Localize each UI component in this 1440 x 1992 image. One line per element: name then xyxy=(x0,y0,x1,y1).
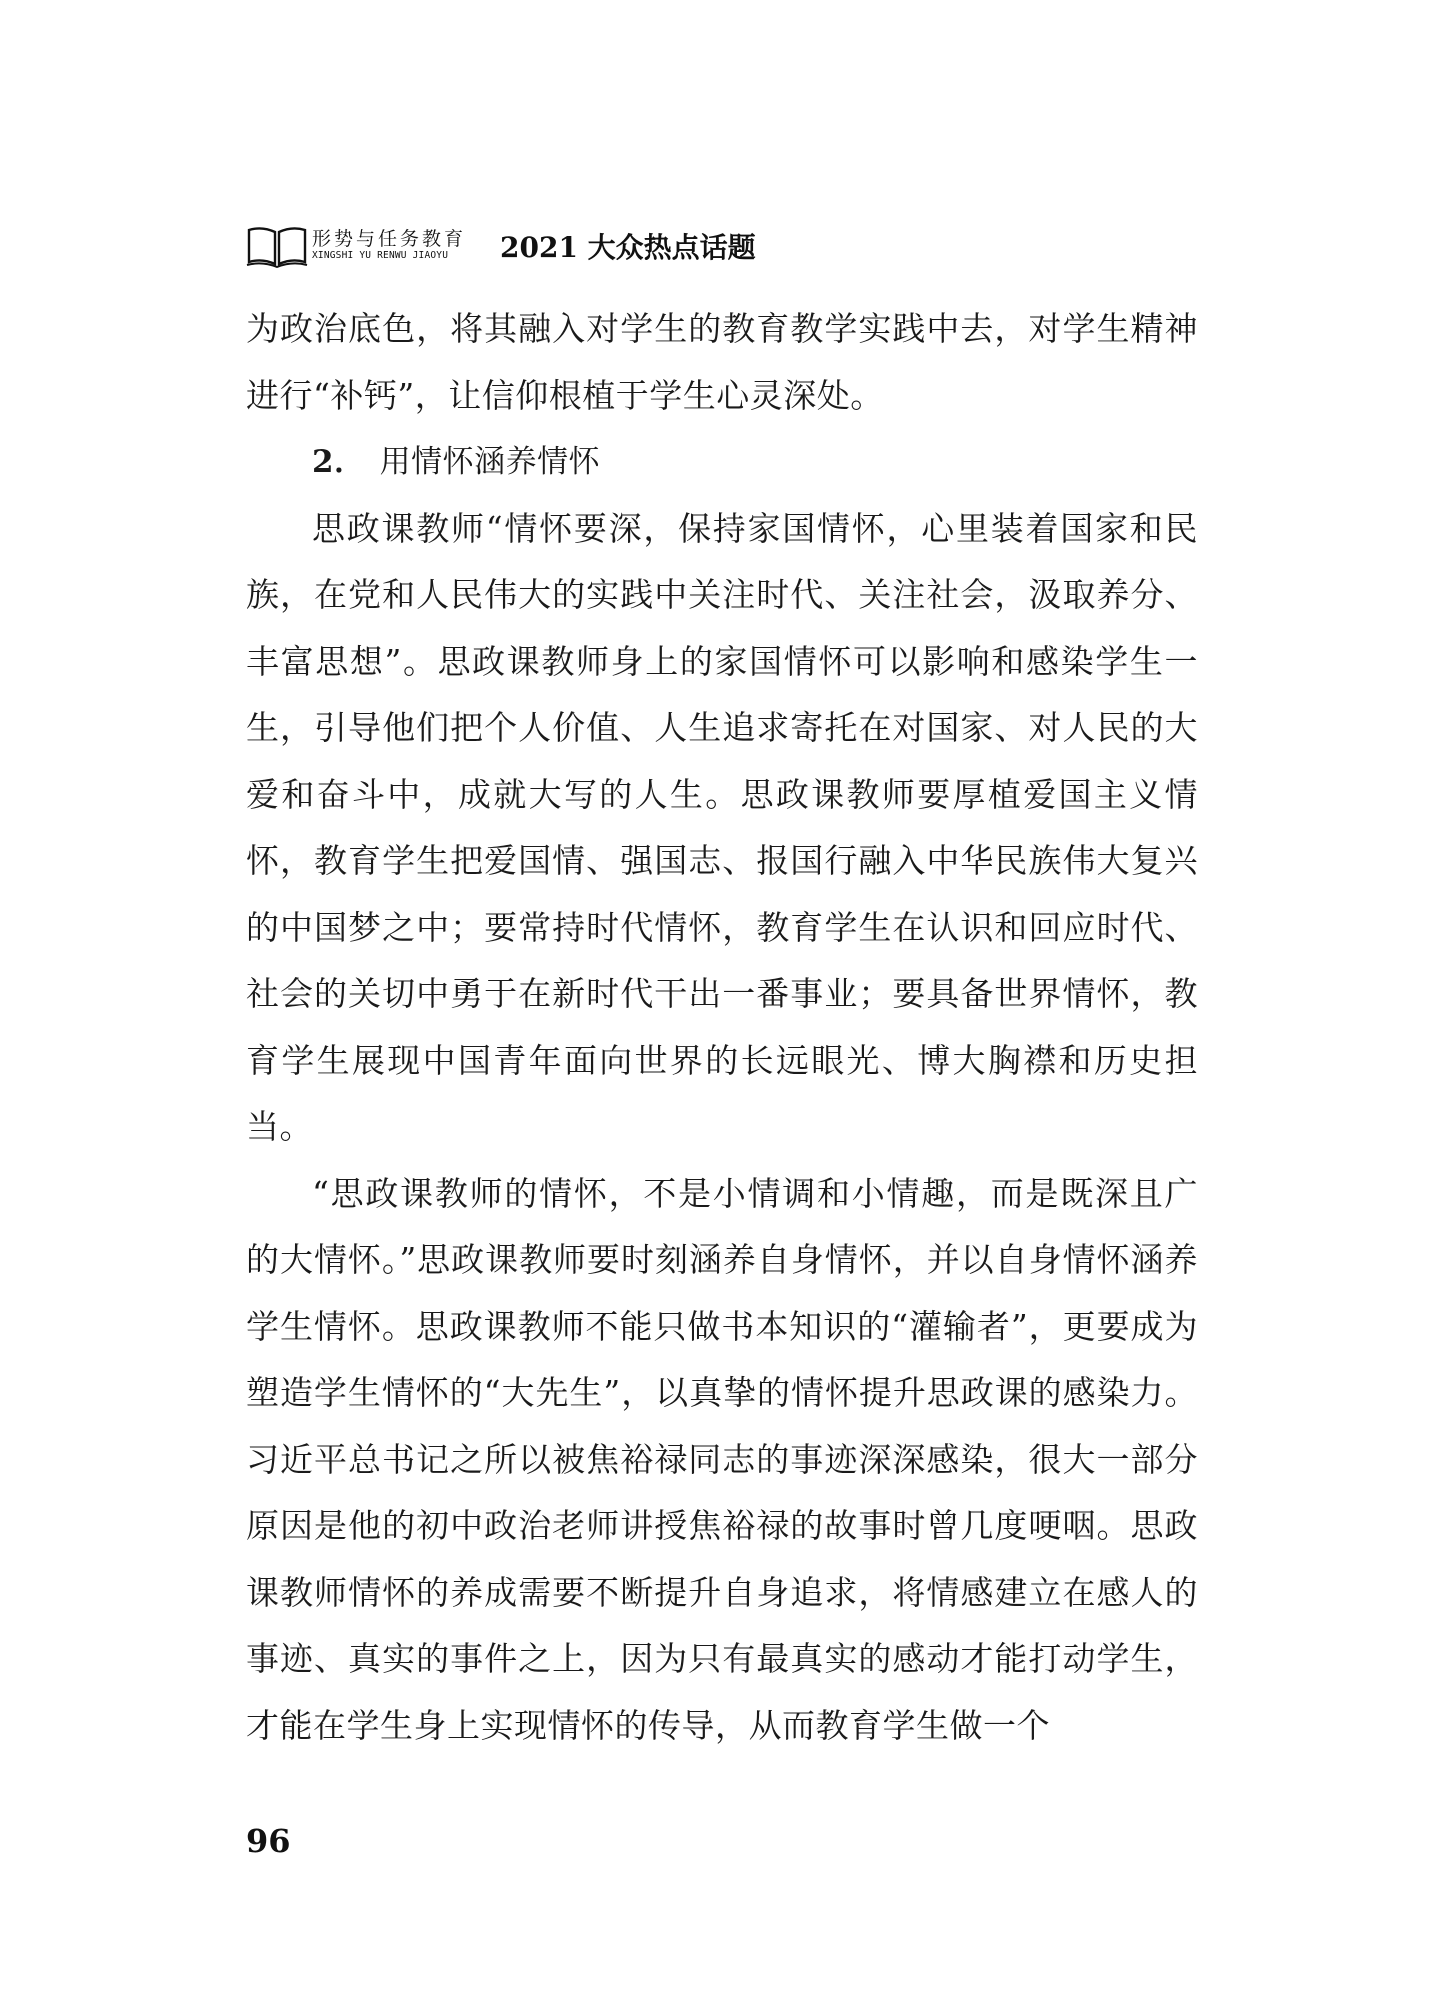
section-heading xyxy=(246,429,1198,496)
brand-name-pinyin: XINGSHI YU RENWU JIAOYU xyxy=(312,250,449,261)
brand-name-chinese: 形势与任务教育 xyxy=(312,228,467,250)
header-title: 2021 大众热点话题 xyxy=(500,231,756,264)
section-title: 用情怀涵养情怀 xyxy=(379,444,601,480)
section-number: 2． xyxy=(312,444,366,480)
page-body xyxy=(246,296,1198,1759)
page-number: 96 xyxy=(246,1822,291,1860)
paragraph: 思政课教师“情怀要深，保持家国情怀，心里装着国家和民族，在党和人民伟大的实践中关注时代、关注社会，汲取养分、丰富思想”。思政课教师身上的家国情怀可以影响和感染学生一生，引导他们把个人价值、人生追求寄托在对国家、对人民的大爱和奋斗中，成就大写的人生。思政课教师要厚植爱国主义情怀，教育学生把爱国情、强国志、报国行融入中华民族伟大复兴的中国梦之中；要常持时代情怀，教育学生在认识和回应时代、社会的关切中勇于在新时代干出一番事业；要具备世界情怀，教育学生展现中国青年面向世界的长远眼光、博大胸襟和历史担当。 xyxy=(246,508,1198,1146)
open-book-icon xyxy=(246,226,308,268)
paragraph-continued: 为政治底色，将其融入对学生的教育教学实践中去，对学生精神进行“补钙”，让信仰根植于学生心灵深处。 xyxy=(246,309,1198,415)
running-header xyxy=(246,220,1206,276)
paragraph: “思政课教师的情怀，不是小情调和小情趣，而是既深且广的大情怀。”思政课教师要时刻涵养自身情怀，并以自身情怀涵养学生情怀。思政课教师不能只做书本知识的“灌输者”，更要成为塑造学生情怀的“大先生”，以真挚的情怀提升思政课的感染力。习近平总书记之所以被焦裕禄同志的事迹深深感染，很大一部分原因是他的初中政治老师讲授焦裕禄的故事时曾几度哽咽。思政课教师情怀的养成需要不断提升自身追求，将情感建立在感人的事迹、真实的事件之上，因为只有最真实的感动才能打动学生，才能在学生身上实现情怀的传导，从而教育学生做一个 xyxy=(246,1173,1198,1745)
